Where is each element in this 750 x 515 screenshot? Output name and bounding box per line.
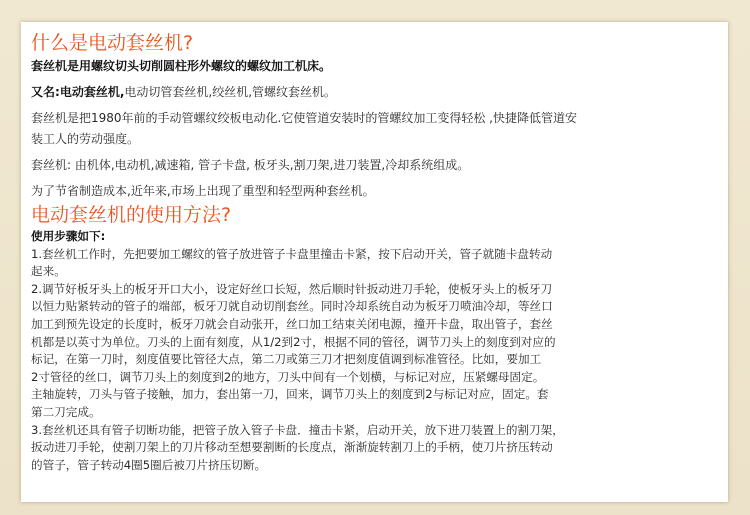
types-text: 为了节省制造成本,近年来,市场上出现了重型和轻型两种套丝机。 bbox=[31, 184, 375, 198]
step-line: 以恒力贴紧转动的管子的端部，板牙刀就自动切削套丝。同时冷却系统自动为板牙刀喷油冷却，等丝口 bbox=[31, 299, 553, 314]
aliases-label: 又名: bbox=[31, 85, 60, 99]
step-line: 2寸管径的丝口，调节刀头上的刻度到2的地方，刀头中间有一个划横，与标记对应，压紧螺母固定。 bbox=[31, 369, 545, 384]
steps-heading: 使用步骤如下: bbox=[31, 229, 106, 243]
section1-title: 什么是电动套丝机? bbox=[31, 32, 194, 54]
aliases-rest: 电动切管套丝机,绞丝机,管螺纹套丝机。 bbox=[124, 85, 337, 99]
document-content bbox=[31, 30, 721, 474]
step-line: 2.调节好板牙头上的板牙开口大小，设定好丝口长短，然后顺时针扳动进刀手轮，使板牙头上的板牙刀 bbox=[31, 281, 553, 296]
history-line-1: 套丝机是把1980年前的手动管螺纹绞板电动化.它使管道安装时的管螺纹加工变得轻松 ,快捷降低管道安 bbox=[31, 111, 577, 125]
step-line: 3.套丝机还具有管子切断功能，把管子放入管子卡盘．撞击卡紧，启动开关，放下进刀装置上的割刀架， bbox=[31, 422, 564, 437]
history-line-2: 装工人的劳动强度。 bbox=[31, 132, 140, 146]
usage-steps bbox=[31, 228, 721, 474]
composition-text: 套丝机: 由机体,电动机,减速箱, 管子卡盘, 板牙头,割刀架,进刀装置,冷却系统组成。 bbox=[31, 158, 470, 172]
step-line: 起来。 bbox=[31, 264, 66, 279]
step-line: 标记，在第一刀时，刻度值要比管径大点，第二刀或第三刀才把刻度值调到标准管径。比如，要加工 bbox=[31, 352, 542, 367]
aliases-line bbox=[31, 82, 721, 103]
step-line: 第二刀完成。 bbox=[31, 404, 101, 419]
definition-text: 套丝机是用螺纹切头切削圆柱形外螺纹的螺纹加工机床。 bbox=[31, 59, 332, 73]
step-line: 主轴旋转，刀头与管子接触，加力，套出第一刀，回来，调节刀头上的刻度到2与标记对应，固定。套 bbox=[31, 387, 549, 402]
section2-title: 电动套丝机的使用方法? bbox=[31, 204, 232, 226]
step-line: 机都是以英寸为单位。刀头的上面有刻度，从1/2到2寸，根据不同的管径，调节刀头上的刻度到对应的 bbox=[31, 334, 556, 349]
step-line: 扳动进刀手轮，使割刀架上的刀片移动至想要割断的长度点，渐渐旋转割刀上的手柄，使刀片挤压转动 bbox=[31, 440, 553, 455]
aliases-bold: 电动套丝机, bbox=[59, 85, 125, 99]
step-line: 加工到预先设定的长度时，板牙刀就会自动张开，丝口加工结束关闭电源，撞开卡盘，取出管子，套丝 bbox=[31, 316, 553, 331]
step-line: 的管子，管子转动4圈5圈后被刀片挤压切断。 bbox=[31, 457, 267, 472]
document-panel bbox=[21, 22, 728, 502]
step-line: 1.套丝机工作时，先把要加工螺纹的管子放进管子卡盘里撞击卡紧，按下启动开关，管子就随卡盘转动 bbox=[31, 246, 553, 261]
